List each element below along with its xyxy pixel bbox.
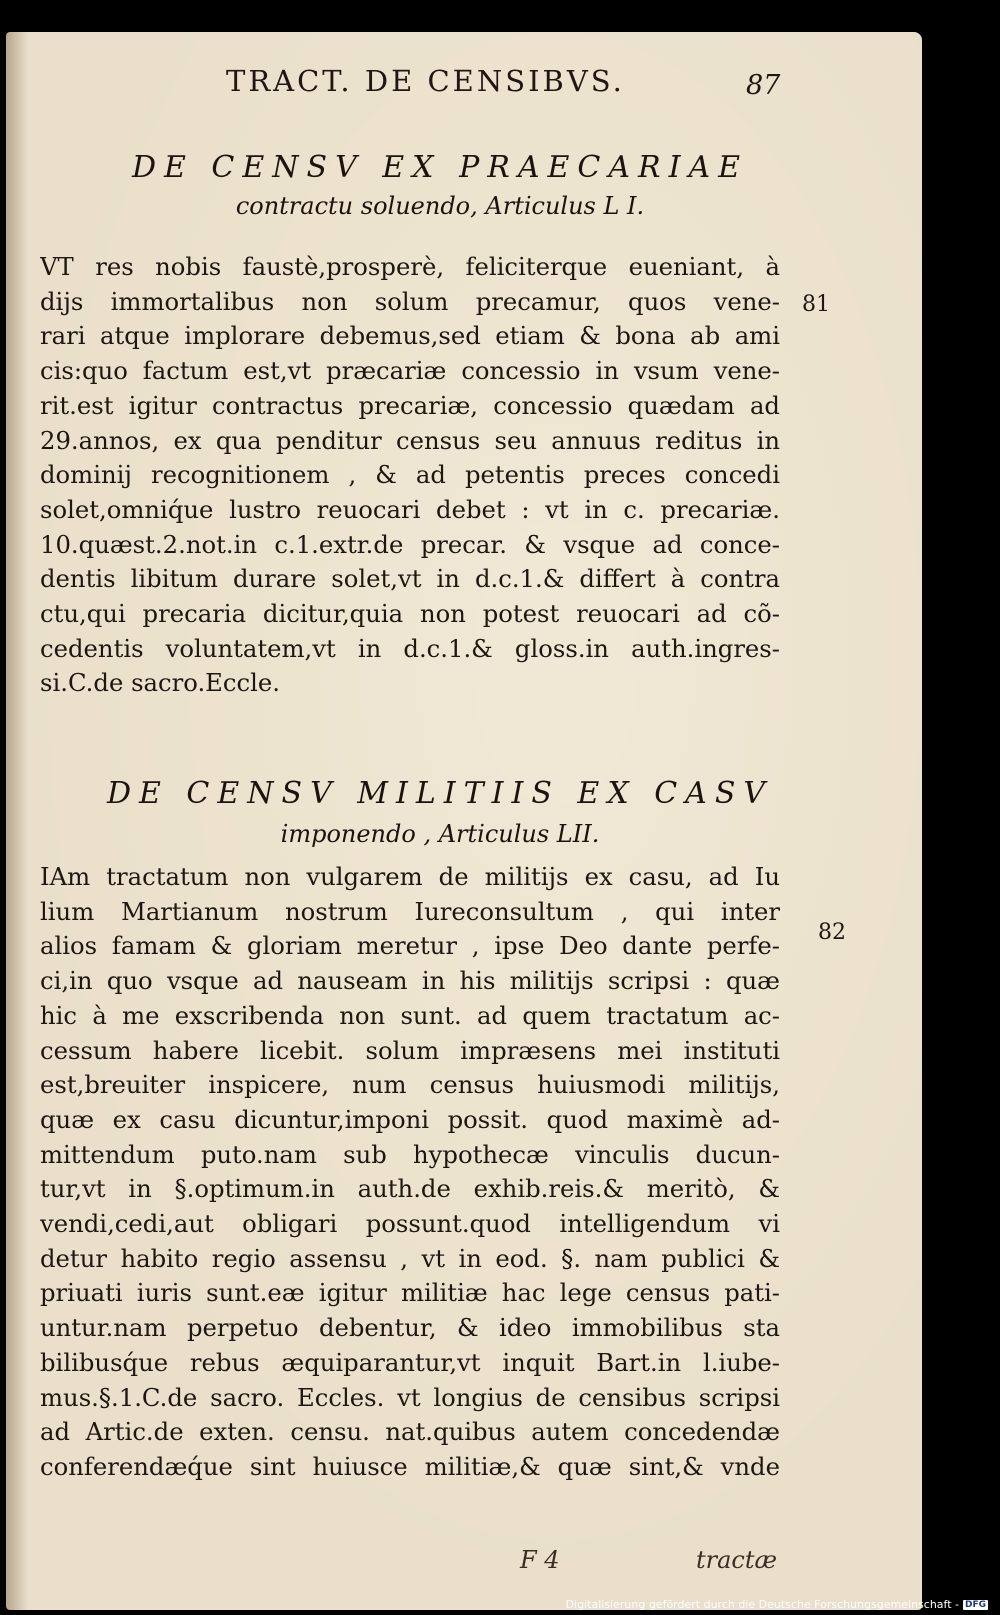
text-line: tur,vt in §.optimum.in auth.de exhib.reis.& meritò, & — [40, 1174, 780, 1204]
text-line: cedentis voluntatem,vt in d.c.1.& gloss.in auth.ingres- — [40, 633, 780, 663]
text-line: alios famam & gloriam meretur , ipse Deo dante perfe- — [40, 931, 780, 961]
credit-text: Digitalisierung gefördert durch die Deutsche Forschungsgemeinschaft - — [565, 1598, 959, 1611]
text-line: hic à me exscribenda non sunt. ad quem tractatum ac- — [40, 1000, 780, 1030]
text-line: ci,in quo vsque ad nauseam in his militijs scripsi : quæ — [40, 966, 780, 996]
digitization-credit — [566, 1598, 988, 1611]
text-line: conferendæq́ue sint huiusce militiæ,& quæ sint,& vnde — [40, 1451, 780, 1481]
text-line: solet,omniq́ue lustro reuocari debet : vt in c. precariæ. — [40, 494, 780, 524]
text-line: rit.est igitur contractus precariæ, concessio quædam ad — [40, 390, 780, 420]
text-line: VT res nobis faustè,prosperè, feliciterque eueniant, à — [40, 252, 780, 281]
text-line: quæ ex casu dicuntur,imponi possit. quod maximè ad- — [40, 1104, 780, 1134]
text-line: cis:quo factum est,vt præcariæ concessio in vsum vene- — [40, 356, 780, 386]
text-line: lium Martianum nostrum Iureconsultum , qui inter — [40, 896, 780, 926]
dfg-logo-icon: DFG — [964, 1599, 986, 1610]
text-line: untur.nam perpetuo debentur, & ideo immobilibus sta — [40, 1313, 780, 1343]
section-subheading-2: imponendo , Articulus LII. — [280, 820, 600, 848]
catchword: tractæ — [696, 1546, 778, 1574]
text-line: rari atque implorare debemus,sed etiam & bona ab ami — [40, 321, 780, 351]
section-heading-2: DE CENSV MILITIIS EX CASV — [106, 776, 774, 811]
section-subheading-1: contractu soluendo, Articulus L I. — [235, 192, 645, 220]
text-line: dentis libitum durare solet,vt in d.c.1.& differt à contra — [40, 564, 780, 594]
text-line: dijs immortalibus non solum precamur, quos vene- — [40, 286, 780, 316]
text-line: detur habito regio assensu , vt in eod. §. nam publici & — [40, 1243, 780, 1273]
running-title: TRACT. DE CENSIBVS. — [226, 64, 625, 98]
text-line: dominij recognitionem , & ad petentis preces concedi — [40, 460, 780, 490]
text-line: priuati iuris sunt.eæ igitur militiæ hac lege census pati- — [40, 1278, 780, 1308]
page-number: 87 — [746, 70, 781, 101]
text-line: ctu,qui precaria dicitur,quia non potest reuocari ad cõ- — [40, 599, 780, 629]
margin-note-1: 81 — [802, 292, 830, 317]
text-line: cessum habere licebit. solum impræsens mei instituti — [40, 1035, 780, 1065]
paragraph-2 — [40, 860, 780, 1485]
text-line: IAm tractatum non vulgarem de militijs ex casu, ad Iu — [40, 862, 780, 891]
text-line: bilibusq́ue rebus æquiparantur,vt inquit Bart.in l.iube- — [40, 1347, 780, 1377]
section-heading-1: DE CENSV EX PRAECARIAE — [131, 150, 749, 185]
text-line: est,breuiter inspicere, num census huiusmodi militijs, — [40, 1070, 780, 1100]
text-line: ad Artic.de exten. censu. nat.quibus autem concedendæ — [40, 1417, 780, 1447]
text-line: 29.annos, ex qua penditur census seu annuus reditus in — [40, 425, 780, 455]
text-line: vendi,cedi,aut obligari possunt.quod intelligendum vi — [40, 1209, 780, 1239]
signature-mark: F 4 — [520, 1546, 560, 1574]
text-line: 10.quæst.2.not.in c.1.extr.de precar. & vsque ad conce- — [40, 529, 780, 559]
text-line: mus.§.1.C.de sacro. Eccles. vt longius de censibus scripsi — [40, 1382, 780, 1412]
paragraph-1 — [40, 250, 780, 701]
margin-note-2: 82 — [818, 920, 846, 945]
text-line: mittendum puto.nam sub hypothecæ vinculis ducun- — [40, 1139, 780, 1169]
text-line: si.C.de sacro.Eccle. — [40, 668, 280, 698]
